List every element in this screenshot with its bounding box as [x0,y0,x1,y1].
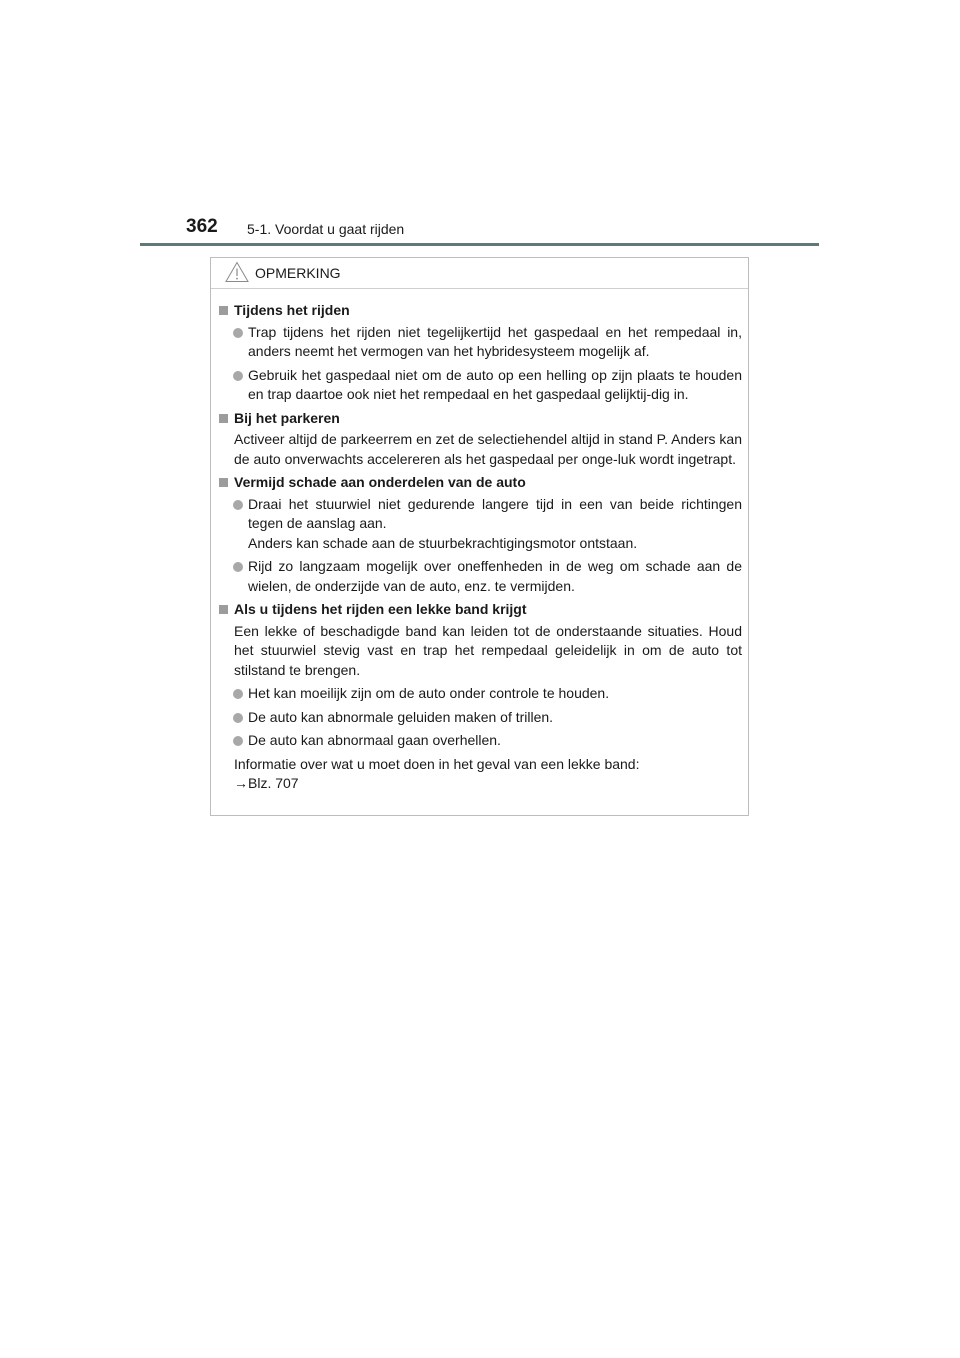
circle-bullet-icon [233,371,243,381]
square-bullet-icon [219,414,228,423]
notice-box [210,257,749,816]
list-item: De auto kan abnormale geluiden maken of trillen. [216,708,742,728]
notice-body [211,289,748,794]
list-item: Trap tijdens het rijden niet tegelijkertijd het gaspedaal en het rempedaal in, anders neemt het vermogen van het hybridesysteem mogelijk af. [216,323,742,362]
header-divider [140,243,819,246]
section-heading: Vermijd schade aan onderdelen van de auto [216,473,742,493]
section-heading: Tijdens het rijden [216,301,742,321]
circle-bullet-icon [233,500,243,510]
section-parking [216,409,742,470]
warning-triangle-icon [225,261,249,283]
list-item: Rijd zo langzaam mogelijk over oneffenheden in de weg om schade aan de wielen, de onderzijde van de auto, enz. te vermijden. [216,557,742,596]
section-driving [216,301,742,405]
circle-bullet-icon [233,689,243,699]
page-header [186,214,826,244]
list-item: Draai het stuurwiel niet gedurende langere tijd in een van beide richtingen tegen de aanslag aan. Anders kan schade aan de stuurbekrachtigingsmotor ontstaan. [216,495,742,554]
circle-bullet-icon [233,736,243,746]
notice-title: OPMERKING [255,265,341,281]
page-reference: →Blz. 707 [234,775,299,791]
section-heading: Als u tijdens het rijden een lekke band krijgt [216,600,742,620]
circle-bullet-icon [233,713,243,723]
list-item: Gebruik het gaspedaal niet om de auto op een helling op zijn plaats te houden en trap daartoe ook niet het rempedaal en het gaspedaal gelijktij-dig in. [216,366,742,405]
notice-header [211,258,748,289]
circle-bullet-icon [233,328,243,338]
list-item: De auto kan abnormaal gaan overhellen. [216,731,742,751]
paragraph: Activeer altijd de parkeerrem en zet de selectiehendel altijd in stand P. Anders kan de auto onverwachts accelereren als het gaspedaal per onge-luk wordt ingetrapt. [234,431,742,467]
list-item: Het kan moeilijk zijn om de auto onder controle te houden. [216,684,742,704]
circle-bullet-icon [233,562,243,572]
page-number: 362 [186,216,218,237]
closing-paragraph: Informatie over wat u moet doen in het geval van een lekke band: →Blz. 707 [216,755,742,794]
section-title: 5-1. Voordat u gaat rijden [247,221,405,237]
section-heading: Bij het parkeren [216,409,742,429]
square-bullet-icon [219,478,228,487]
square-bullet-icon [219,605,228,614]
square-bullet-icon [219,306,228,315]
paragraph: Een lekke of beschadigde band kan leiden tot de onderstaande situaties. Houd het stuurwiel stevig vast en trap het rempedaal geleidelijk in om de auto tot stilstand te brengen. [234,622,742,678]
section-avoid-damage [216,473,742,596]
section-flat-tire [216,600,742,794]
